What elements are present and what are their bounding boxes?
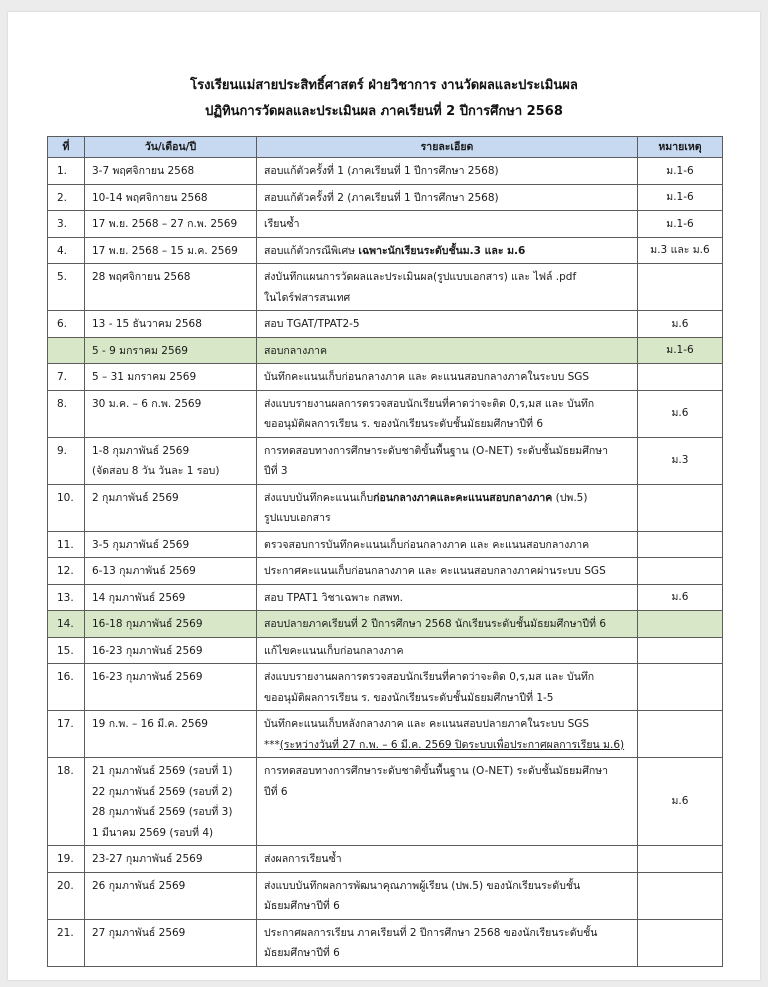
row-detail: แก้ไขคะแนนเก็บก่อนกลางภาค <box>257 637 638 664</box>
row-remark: ม.1-6 <box>638 184 723 211</box>
row-remark <box>638 484 723 531</box>
row-number: 15. <box>48 637 85 664</box>
column-header-no: ที่ <box>48 137 85 158</box>
row-date: 5 - 9 มกราคม 2569 <box>85 337 257 364</box>
row-remark <box>638 264 723 311</box>
row-detail-line: การทดสอบทางการศึกษาระดับชาติขั้นพื้นฐาน (O-NET) ระดับชั้นมัธยมศึกษา <box>264 444 609 457</box>
row-detail-line: ส่งบันทึกแผนการวัดผลและประเมินผล(รูปแบบเอกสาร) และ ไฟล์ .pdf <box>264 271 577 283</box>
row-date <box>85 758 257 846</box>
row-detail-text: (ปพ.5) <box>552 491 588 504</box>
row-detail: สอบแก้ตัวครั้งที่ 2 (ภาคเรียนที่ 1 ปีการศึกษา 2568) <box>257 184 638 211</box>
table-row-highlight <box>48 611 723 638</box>
row-date: 10-14 พฤศจิกายน 2568 <box>85 184 257 211</box>
row-remark <box>638 872 723 919</box>
row-detail-line: บันทึกคะแนนเก็บหลังกลางภาค และ คะแนนสอบปลายภาคในระบบ SGS <box>264 718 590 730</box>
row-detail: สอบ TPAT1 วิชาเฉพาะ กสพท. <box>257 584 638 611</box>
row-remark: ม.1-6 <box>638 158 723 185</box>
row-date: 17 พ.ย. 2568 – 27 ก.พ. 2569 <box>85 211 257 238</box>
row-number: 4. <box>48 237 85 264</box>
row-detail-line: รูปแบบเอกสาร <box>264 512 331 524</box>
column-header-remark: หมายเหตุ <box>638 137 723 158</box>
row-number: 12. <box>48 558 85 585</box>
row-remark: ม.6 <box>638 311 723 338</box>
row-detail <box>257 437 638 484</box>
table-row <box>48 758 723 846</box>
row-detail: ตรวจสอบการบันทึกคะแนนเก็บก่อนกลางภาค และ คะแนนสอบกลางภาค <box>257 531 638 558</box>
row-detail-line: มัธยมศึกษาปีที่ 6 <box>264 900 340 912</box>
row-remark: ม.6 <box>638 390 723 437</box>
row-date-line: 21 กุมภาพันธ์ 2569 (รอบที่ 1) <box>92 765 233 777</box>
row-detail-line: ส่งแบบรายงานผลการตรวจสอบนักเรียนที่คาดว่าจะติด 0,ร,มส และ บันทึก <box>264 397 595 410</box>
row-number: 8. <box>48 390 85 437</box>
row-remark <box>638 664 723 711</box>
row-date: 30 ม.ค. – 6 ก.พ. 2569 <box>85 390 257 437</box>
row-detail: ประกาศคะแนนเก็บก่อนกลางภาค และ คะแนนสอบกลางภาคผ่านระบบ SGS <box>257 558 638 585</box>
row-number: 5. <box>48 264 85 311</box>
row-number: 3. <box>48 211 85 238</box>
table-row <box>48 531 723 558</box>
row-date: 27 กุมภาพันธ์ 2569 <box>85 919 257 966</box>
row-detail: สอบแก้ตัวครั้งที่ 1 (ภาคเรียนที่ 1 ปีการศึกษา 2568) <box>257 158 638 185</box>
row-number: 13. <box>48 584 85 611</box>
row-number: 16. <box>48 664 85 711</box>
row-remark: ม.3 และ ม.6 <box>638 237 723 264</box>
table-row <box>48 872 723 919</box>
table-row-highlight <box>48 337 723 364</box>
row-detail-line <box>264 735 631 756</box>
row-remark <box>638 846 723 873</box>
row-detail-line: ขออนุมัติผลการเรียน ร. ของนักเรียนระดับชั้นมัธยมศึกษาปีที่ 1-5 <box>264 691 554 704</box>
row-detail-line <box>264 488 631 509</box>
row-detail: เรียนซ้ำ <box>257 211 638 238</box>
row-detail-text: สอบแก้ตัวกรณีพิเศษ <box>264 244 359 257</box>
row-date: 13 - 15 ธันวาคม 2568 <box>85 311 257 338</box>
row-detail-line: ปีที่ 3 <box>264 465 288 477</box>
row-detail: สอบกลางภาค <box>257 337 638 364</box>
row-date: 6-13 กุมภาพันธ์ 2569 <box>85 558 257 585</box>
row-detail-line: ส่งแบบรายงานผลการตรวจสอบนักเรียนที่คาดว่าจะติด 0,ร,มส และ บันทึก <box>264 671 595 683</box>
table-row <box>48 711 723 758</box>
row-date: 3-5 กุมภาพันธ์ 2569 <box>85 531 257 558</box>
row-number: 6. <box>48 311 85 338</box>
table-row <box>48 484 723 531</box>
row-number: 10. <box>48 484 85 531</box>
document-page <box>8 12 760 980</box>
row-number: 17. <box>48 711 85 758</box>
row-detail-line: มัธยมศึกษาปีที่ 6 <box>264 947 340 959</box>
row-number: 20. <box>48 872 85 919</box>
row-detail: บันทึกคะแนนเก็บก่อนกลางภาค และ คะแนนสอบกลางภาคในระบบ SGS <box>257 364 638 391</box>
row-detail-line: ในไดร์ฟสารสนเทศ <box>264 291 351 304</box>
row-detail-line: การทดสอบทางการศึกษาระดับชาติขั้นพื้นฐาน (O-NET) ระดับชั้นมัธยมศึกษา <box>264 765 609 777</box>
row-remark: ม.6 <box>638 758 723 846</box>
row-remark: ม.6 <box>638 584 723 611</box>
row-date <box>85 437 257 484</box>
row-remark <box>638 611 723 638</box>
row-number: 21. <box>48 919 85 966</box>
row-date: 3-7 พฤศจิกายน 2568 <box>85 158 257 185</box>
row-remark <box>638 637 723 664</box>
row-date: 16-18 กุมภาพันธ์ 2569 <box>85 611 257 638</box>
row-detail <box>257 758 638 846</box>
table-row <box>48 584 723 611</box>
document-subtitle: ปฏิทินการวัดผลและประเมินผล ภาคเรียนที่ 2 ปีการศึกษา 2568 <box>205 104 563 119</box>
row-number <box>48 337 85 364</box>
table-row <box>48 437 723 484</box>
row-date-line: 22 กุมภาพันธ์ 2569 (รอบที่ 2) <box>92 785 233 798</box>
row-detail-emphasis: เฉพาะนักเรียนระดับชั้นม.3 และ ม.6 <box>358 244 526 257</box>
row-detail <box>257 237 638 264</box>
row-detail-text: *** <box>264 738 280 751</box>
table-row <box>48 919 723 966</box>
table-row <box>48 264 723 311</box>
document-title: โรงเรียนแม่สายประสิทธิ์ศาสตร์ ฝ่ายวิชาการ งานวัดผลและประเมินผล <box>190 78 578 93</box>
row-remark <box>638 919 723 966</box>
table-row <box>48 237 723 264</box>
table-row <box>48 637 723 664</box>
column-header-detail: รายละเอียด <box>257 137 638 158</box>
row-detail: ส่งผลการเรียนซ้ำ <box>257 846 638 873</box>
row-detail: สอบปลายภาคเรียนที่ 2 ปีการศึกษา 2568 นักเรียนระดับชั้นมัธยมศึกษาปีที่ 6 <box>257 611 638 638</box>
row-remark: ม.1-6 <box>638 211 723 238</box>
row-date: 16-23 กุมภาพันธ์ 2569 <box>85 637 257 664</box>
row-date: 28 พฤศจิกายน 2568 <box>85 264 257 311</box>
row-detail-underlined: (ระหว่างวันที่ 27 ก.พ. – 6 มี.ค. 2569 ปิดระบบเพื่อประกาศผลการเรียน ม.6) <box>279 738 625 751</box>
table-row <box>48 211 723 238</box>
table-row <box>48 184 723 211</box>
row-number: 14. <box>48 611 85 638</box>
row-remark <box>638 558 723 585</box>
row-date: 17 พ.ย. 2568 – 15 ม.ค. 2569 <box>85 237 257 264</box>
column-header-date: วัน/เดือน/ปี <box>85 137 257 158</box>
table-header-row <box>48 137 723 158</box>
row-detail-line: ประกาศผลการเรียน ภาคเรียนที่ 2 ปีการศึกษา 2568 ของนักเรียนระดับชั้น <box>264 926 598 939</box>
schedule-table <box>47 136 723 967</box>
table-row <box>48 364 723 391</box>
row-date: 14 กุมภาพันธ์ 2569 <box>85 584 257 611</box>
row-detail-emphasis: ก่อนกลางภาคและคะแนนสอบกลางภาค <box>373 491 553 504</box>
row-number: 2. <box>48 184 85 211</box>
row-detail-text: ส่งแบบบันทึกคะแนนเก็บ <box>264 491 374 504</box>
row-date-line: 1-8 กุมภาพันธ์ 2569 <box>92 444 190 457</box>
table-row <box>48 558 723 585</box>
row-detail <box>257 264 638 311</box>
table-row <box>48 390 723 437</box>
row-number: 18. <box>48 758 85 846</box>
table-row <box>48 664 723 711</box>
row-detail <box>257 919 638 966</box>
table-row <box>48 311 723 338</box>
row-number: 7. <box>48 364 85 391</box>
row-detail <box>257 484 638 531</box>
row-detail <box>257 711 638 758</box>
row-date: 5 – 31 มกราคม 2569 <box>85 364 257 391</box>
row-remark <box>638 711 723 758</box>
row-date-line: 1 มีนาคม 2569 (รอบที่ 4) <box>92 826 214 839</box>
row-remark <box>638 531 723 558</box>
row-number: 19. <box>48 846 85 873</box>
row-date: 26 กุมภาพันธ์ 2569 <box>85 872 257 919</box>
row-remark: ม.3 <box>638 437 723 484</box>
table-row <box>48 158 723 185</box>
row-detail: สอบ TGAT/TPAT2-5 <box>257 311 638 338</box>
row-number: 9. <box>48 437 85 484</box>
row-date-line: (จัดสอบ 8 วัน วันละ 1 รอบ) <box>92 465 220 477</box>
row-detail <box>257 664 638 711</box>
row-detail-line: ส่งแบบบันทึกผลการพัฒนาคุณภาพผู้เรียน (ปพ.5) ของนักเรียนระดับชั้น <box>264 879 581 892</box>
row-detail <box>257 390 638 437</box>
row-detail-line: ปีที่ 6 <box>264 785 288 798</box>
row-number: 1. <box>48 158 85 185</box>
row-remark <box>638 364 723 391</box>
row-date: 16-23 กุมภาพันธ์ 2569 <box>85 664 257 711</box>
row-date-line: 28 กุมภาพันธ์ 2569 (รอบที่ 3) <box>92 806 233 818</box>
row-date: 23-27 กุมภาพันธ์ 2569 <box>85 846 257 873</box>
row-date: 19 ก.พ. – 16 มี.ค. 2569 <box>85 711 257 758</box>
row-detail-line: ขออนุมัติผลการเรียน ร. ของนักเรียนระดับชั้นมัธยมศึกษาปีที่ 6 <box>264 418 544 430</box>
row-detail <box>257 872 638 919</box>
table-row <box>48 846 723 873</box>
row-remark: ม.1-6 <box>638 337 723 364</box>
row-date: 2 กุมภาพันธ์ 2569 <box>85 484 257 531</box>
row-number: 11. <box>48 531 85 558</box>
